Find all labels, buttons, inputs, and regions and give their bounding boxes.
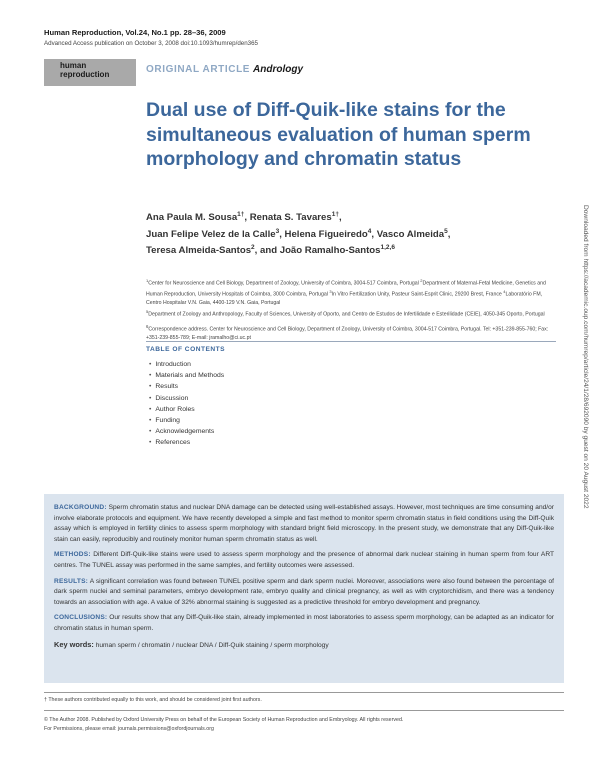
affil-sup: 1 (146, 278, 149, 283)
author-name: Renata S. Tavares (249, 212, 332, 223)
toc-item-discussion[interactable]: • Discussion (149, 393, 224, 404)
abstract-methods (54, 550, 554, 571)
affil-sup: 2 (420, 278, 423, 283)
abstract-box (44, 494, 564, 683)
author-name: Ana Paula M. Sousa (146, 212, 238, 223)
copyright-line-1: © The Author 2008. Published by Oxford University Press on behalf of the European Society of Human Reproduction and Embryology. All rights reserved. (44, 717, 404, 723)
affil-sup: 3 (329, 289, 332, 295)
footnote-divider (44, 692, 564, 693)
footnote: † These authors contributed equally to this work, and should be considered joint first authors. (44, 697, 262, 703)
affiliation: Department of Zoology and Anthropology, Faculty of Sciences, University of Oporto, and Centro de Estudos de Infertilidade e Esterilidade (CEIE), 4050-345 Oporto, Portugal (148, 311, 545, 318)
author-sup: 4 (367, 227, 372, 235)
advance-access-line: Advanced Access publication on October 3, 2008 doi:10.1093/humrep/den365 (44, 40, 258, 47)
keywords-label: Key words: (54, 639, 94, 649)
corr-sup: 6 (146, 324, 149, 329)
download-watermark-text: Downloaded from https://academic.oup.com/humrep/article/24/1/28/692090 by guest on 20 August 2022 (582, 205, 589, 509)
author-sup: 1† (331, 210, 339, 218)
author-name: Juan Felipe Velez de la Calle (146, 228, 276, 240)
toc-item-references[interactable]: • References (149, 437, 224, 448)
affil-sup: 5 (146, 308, 149, 314)
author-sep: , (279, 228, 285, 240)
author-name: Helena Figueiredo (284, 228, 368, 240)
abstract-conclusions (54, 613, 554, 634)
author-name: Vasco Almeida (376, 228, 445, 240)
toc-item-author-roles[interactable]: • Author Roles (149, 404, 224, 415)
toc-divider-top (146, 341, 556, 342)
author-sup: 3 (275, 227, 280, 235)
article-type (146, 64, 303, 75)
author-sep: , (371, 228, 377, 240)
toc-title: TABLE OF CONTENTS (146, 346, 226, 353)
toc-item-acknowledgements[interactable]: • Acknowledgements (149, 426, 224, 437)
logo-line-2: reproduction (60, 69, 110, 79)
author-sup: 1† (237, 210, 245, 218)
abstract-keywords (54, 640, 554, 652)
author-sep: , and (254, 245, 280, 256)
author-name: João Ramalho-Santos (279, 245, 381, 256)
correspondence (146, 323, 556, 343)
copyright-line-2: For Permissions, please email: journals.permissions@oxfordjournals.org (44, 725, 214, 732)
toc-item-methods[interactable]: • Materials and Methods (149, 370, 224, 381)
affil-sup: 4 (503, 289, 506, 295)
article-title: Dual use of Diff-Quik-like stains for the simultaneous evaluation of human sperm morphology and chromatin status (146, 99, 531, 170)
author-sup: 5 (444, 227, 448, 235)
toc-item-introduction[interactable]: • Introduction (149, 359, 224, 370)
author-list (146, 210, 566, 260)
article-subtype: Andrology (253, 64, 304, 75)
abstract-results (54, 577, 554, 609)
affiliation: Center for Neuroscience and Cell Biology, Department of Zoology, University of Coimbra, 3004-517 Coimbra, Portugal (148, 280, 421, 287)
copyright (44, 716, 403, 733)
article-type-label: ORIGINAL ARTICLE (146, 64, 251, 75)
author-sep: , (447, 228, 451, 240)
journal-logo (44, 59, 136, 86)
journal-citation: Human Reproduction, Vol.24, No.1 pp. 28–36, 2009 (44, 28, 226, 37)
affiliation: In Vitro Fertilization Unity, Pasteur Saint-Esprit Clinic, 29200 Brest, France (331, 291, 504, 298)
toc-item-funding[interactable]: • Funding (149, 415, 224, 426)
author-sup: 1,2,6 (380, 243, 395, 251)
abstract-label: CONCLUSIONS: (54, 614, 108, 622)
table-of-contents (149, 359, 224, 449)
affiliation: Department of Maternal-Fetal Medicine, Genetics and Human Reproduction, University Hospitals of Coimbra, 3000 Coimbra, Portugal (146, 280, 546, 298)
author-name: Teresa Almeida-Santos (146, 245, 252, 256)
abstract-label: RESULTS: (54, 577, 89, 585)
toc-item-results[interactable]: • Results (149, 381, 224, 392)
author-sep: , (244, 212, 250, 223)
abstract-text: A significant correlation was found between TUNEL positive sperm and dark sperm nuclei. Moreover, associations were also found between the percentage of dark sperm nuclei and seminal parameters, embryo development rate, embryo quality and clinical pregnancy, as well as with cryptorchidism, and there was a tendency towards an association with age. A value of 32% abnormal staining is suggested as a predictive threshold for embryo development and pregnancy. (54, 577, 555, 606)
copyright-divider (44, 710, 564, 711)
abstract-label: BACKGROUND: (54, 504, 107, 511)
affiliation: Laboratório FM, Centro Hospitalar V.N. Gaia, 4400-129 V.N. Gaia, Portugal (146, 291, 543, 307)
author-sep: , (338, 212, 342, 223)
keywords-text: human sperm / chromatin / nuclear DNA / Diff-Quik staining / sperm morphology (95, 641, 329, 649)
abstract-text: Our results show that any Diff-Quik-like stain, already implemented in most laboratories to assess sperm morphology, can be adapted as an indicator for chromatin status in human sperm. (54, 614, 554, 632)
abstract-text: Sperm chromatin status and nuclear DNA damage can be detected using well-established assays. However, most techniques are time consuming and/or involve elaborate protocols and equipment. We have recently developed a simple and fast method to monitor sperm chromatin status in field conditions using the Diff-Quik assay which is employed in fertility clinics to assess sperm morphology with standard bright field microscopy. In the present study, we demonstrate that any Diff-Quik-like stain can easily, reproducibly and routinely monitor human sperm chromatin status as well. (54, 504, 554, 543)
abstract-background (54, 503, 554, 545)
logo-line-1: human (60, 61, 87, 70)
download-watermark (580, 205, 592, 625)
author-sup: 2 (251, 243, 255, 251)
abstract-text: Different Diff-Quik-like stains were used to assess sperm morphology and the presence of abnormal dark nuclear staining in human sperm from four ART centres. The TUNEL assay was performed in the same samples, and fertility outcomes were assessed. (54, 551, 555, 569)
correspondence-text: Correspondence address. Center for Neuroscience and Cell Biology, Department of Zoology, University of Coimbra, 3004-517 Coimbra, Portugal. Tel: +351-239-855-760; Fax: +351-239-855-789; E-mail: jramalho@ci.uc.pt (146, 326, 549, 342)
abstract-label: METHODS: (54, 551, 91, 559)
affiliations (146, 277, 556, 319)
